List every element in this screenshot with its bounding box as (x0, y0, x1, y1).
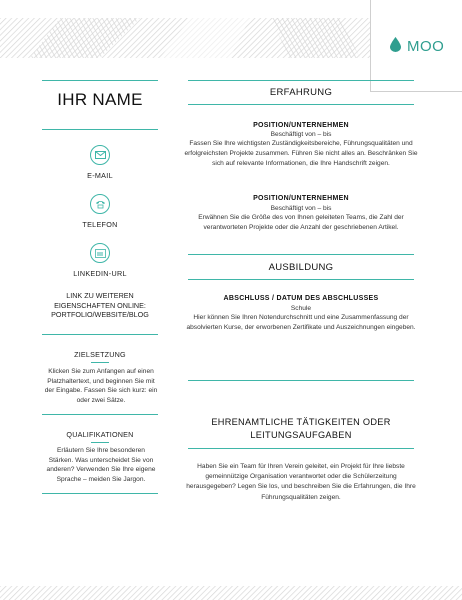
school-name: Schule (290, 305, 312, 312)
divider (188, 104, 414, 105)
resume-name: IHR NAME (57, 90, 143, 109)
divider (188, 254, 414, 255)
divider (188, 380, 414, 381)
heading-underline (91, 362, 109, 363)
qualifications-heading: QUALIFIKATIONEN (66, 430, 134, 439)
divider (42, 80, 158, 81)
qualifications-body: Erläutern Sie Ihre besonderen Stärken. Was unterscheidet Sie von anderen? Verwenden Sie Ihre eigene Sprache – meiden Sie Jargon. (46, 447, 156, 483)
volunteer-description: Haben Sie ein Team für Ihren Verein geleitet, ein Projekt für Ihre liebste gemeinnützige Organisation verantwortet oder die Schülerzeitung herausgegeben? Legen Sie los, und beschreiben Sie die Erfahrungen, die Ihre Führungsqualitäten zeigen. (186, 463, 416, 501)
portfolio-link-text: LINK ZU WEITEREN EIGENSCHAFTEN ONLINE: PORTFOLIO/WEBSITE/BLOG (51, 291, 149, 319)
experience-heading: ERFAHRUNG (269, 87, 333, 98)
linkedin-icon (90, 243, 110, 263)
logo-box (370, 0, 462, 92)
divider (42, 129, 158, 130)
drop-icon (390, 37, 401, 52)
job-description: Fassen Sie Ihre wichtigsten Zuständigkeitsbereiche, Führungsqualitäten und erfolgreichsten Projekte zusammen. Führen Sie nicht alles an. Beschränken Sie sich auf relevante Informationen, die Ihre Handschrift zeigen. (184, 140, 418, 168)
education-heading: AUSBILDUNG (268, 262, 334, 273)
divider (42, 493, 158, 494)
divider (188, 80, 414, 81)
degree-title: ABSCHLUSS / DATUM DES ABSCHLUSSES (223, 295, 379, 302)
education-description: Hier können Sie Ihren Notendurchschnitt und eine Zusammenfassung der absolvierten Kurse, der erworbenen Zertifikate und Auszeichnungen eingeben. (186, 314, 416, 332)
email-label: E-MAIL (87, 171, 113, 180)
email-icon (90, 145, 110, 165)
job-dates: Beschäftigt von – bis (270, 205, 332, 212)
objective-heading: ZIELSETZUNG (74, 350, 126, 359)
decorative-pattern-bottom (0, 586, 462, 600)
phone-label: TELEFON (82, 220, 118, 229)
phone-icon (90, 194, 110, 214)
linkedin-label: LINKEDIN-URL (73, 269, 127, 278)
divider (188, 448, 414, 449)
objective-body: Klicken Sie zum Anfangen auf einen Platzhaltertext, und beginnen Sie mit der Eingabe. Fassen Sie sich kurz: ein oder zwei Sätze. (44, 368, 158, 404)
divider (42, 414, 158, 415)
volunteer-heading: EHRENAMTLICHE TÄTIGKEITEN ODER LEITUNGSAUFGABEN (211, 417, 391, 440)
heading-underline (91, 442, 109, 443)
job-title: POSITION/UNTERNEHMEN (253, 195, 349, 202)
job-title: POSITION/UNTERNEHMEN (253, 122, 349, 129)
job-dates: Beschäftigt von – bis (270, 131, 332, 138)
job-description: Erwähnen Sie die Größe des von Ihnen geleiteten Teams, die Zahl der verantworteten Projekte oder die Anzahl der geschriebenen Artikel. (198, 214, 404, 232)
divider (42, 334, 158, 335)
logo-text: MOO (407, 38, 445, 55)
divider (188, 279, 414, 280)
